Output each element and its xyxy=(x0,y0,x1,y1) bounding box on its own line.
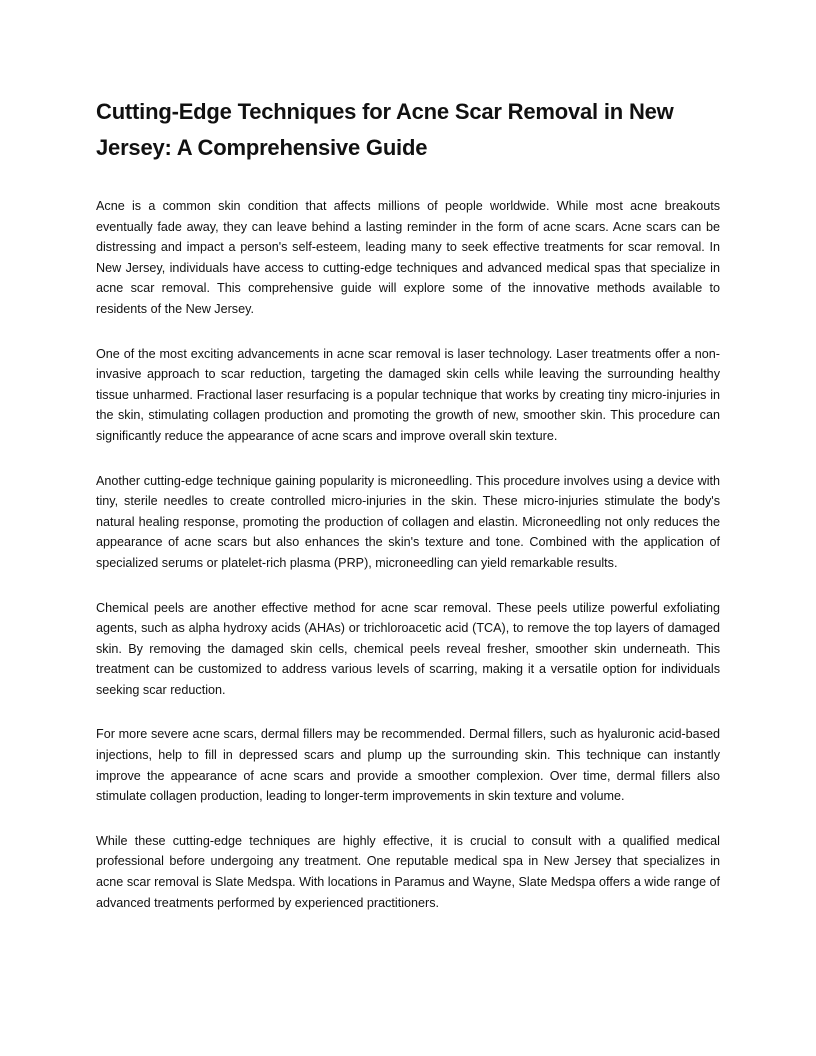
paragraph-consultation: While these cutting-edge techniques are highly effective, it is crucial to consult with a qualified medical professional before undergoing any treatment. One reputable medical spa in New Jersey that specializes in acne scar removal is Slate Medspa. With locations in Paramus and Wayne, Slate Medspa offers a wide range of advanced treatments performed by experienced practitioners. xyxy=(96,833,720,910)
document-title: Cutting-Edge Techniques for Acne Scar Removal in New Jersey: A Comprehensive Guide xyxy=(96,99,674,160)
paragraph-intro: Acne is a common skin condition that affects millions of people worldwide. While most acne breakouts eventually fade away, they can leave behind a lasting reminder in the form of acne scars. Acne scars can be distressing and impact a person's self-esteem, leading many to seek effective treatments for scar removal. In New Jersey, individuals have access to cutting-edge techniques and advanced medical spas that specialize in acne scar removal. This comprehensive guide will explore some of the innovative methods available to residents of the New Jersey. xyxy=(96,199,720,316)
paragraph-microneedling: Another cutting-edge technique gaining popularity is microneedling. This procedure involves using a device with tiny, sterile needles to create controlled micro-injuries in the skin. These micro-injuries stimulate the body's natural healing response, promoting the production of collagen and elastin. Microneedling not only reduces the appearance of acne scars but also enhances the skin's texture and tone. Combined with the application of specialized serums or platelet-rich plasma (PRP), microneedling can yield remarkable results. xyxy=(96,473,720,570)
paragraph-chemical-peels: Chemical peels are another effective method for acne scar removal. These peels utilize powerful exfoliating agents, such as alpha hydroxy acids (AHAs) or trichloroacetic acid (TCA), to remove the top layers of damaged skin. By removing the damaged skin cells, chemical peels reveal fresher, smoother skin underneath. This treatment can be customized to address various levels of scarring, making it a versatile option for individuals seeking scar reduction. xyxy=(96,600,720,697)
document-body xyxy=(96,196,720,913)
paragraph-dermal-fillers: For more severe acne scars, dermal fillers may be recommended. Dermal fillers, such as hyaluronic acid-based injections, help to fill in depressed scars and plump up the surrounding skin. This technique can instantly improve the appearance of acne scars and provide a smoother complexion. Over time, dermal fillers also stimulate collagen production, leading to longer-term improvements in skin texture and volume. xyxy=(96,727,720,804)
paragraph-laser: One of the most exciting advancements in acne scar removal is laser technology. Laser treatments offer a non-invasive approach to scar reduction, targeting the damaged skin cells while leaving the surrounding healthy tissue unharmed. Fractional laser resurfacing is a popular technique that works by creating tiny micro-injuries in the skin, stimulating collagen production and promoting the growth of new, smoother skin. This procedure can significantly reduce the appearance of acne scars and improve overall skin texture. xyxy=(96,346,720,443)
document-page xyxy=(96,94,720,913)
